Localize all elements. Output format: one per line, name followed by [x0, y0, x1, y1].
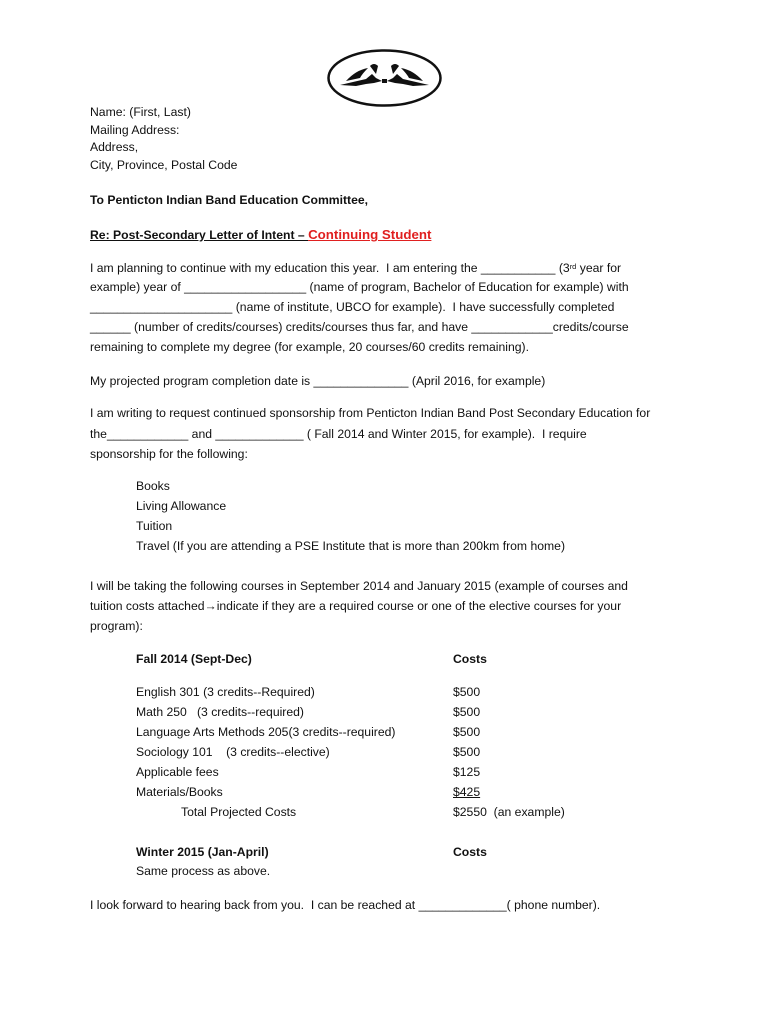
para3-line1: I am writing to request continued sponsorship from Penticton Indian Band Post Secondary Education for [90, 406, 651, 420]
city-line: City, Province, Postal Code [90, 158, 238, 172]
salutation: To Penticton Indian Band Education Committee, [90, 193, 369, 207]
para1-line1b: year for [576, 261, 622, 275]
para1-line1 [90, 260, 621, 277]
subject-line [90, 226, 431, 244]
arrow-icon: → [204, 599, 217, 613]
para1-line1a: I am planning to continue with my education this year. I am entering the ___________ (3 [90, 261, 570, 275]
completion-date-line: My projected program completion date is ______________ (April 2016, for example) [90, 374, 546, 388]
fall-costs-heading: Costs [453, 652, 487, 666]
para1-line2: example) year of __________________ (name of program, Bachelor of Education for example) with [90, 280, 629, 294]
course-item: Applicable fees [136, 765, 219, 779]
winter-costs-heading: Costs [453, 845, 487, 859]
para1-line3: _____________________ (name of institute, UBCO for example). I have successfully completed [90, 300, 615, 314]
para4-line1: I will be taking the following courses in September 2014 and January 2015 (example of courses and [90, 579, 628, 593]
total-label: Total Projected Costs [181, 805, 297, 819]
course-cost: $500 [453, 745, 481, 759]
para4-line3: program): [90, 619, 143, 633]
need-item: Travel (If you are attending a PSE Institute that is more than 200km from home) [136, 539, 566, 553]
course-cost: $500 [453, 685, 481, 699]
para3-line3: sponsorship for the following: [90, 447, 248, 461]
total-value: $2550 (an example) [453, 805, 565, 819]
ordinal-suffix: rd [569, 262, 577, 271]
para4-line2b: indicate if they are a required course or one of the elective courses for your [216, 599, 622, 613]
closing-line: I look forward to hearing back from you. I can be reached at _____________( phone number). [90, 898, 601, 912]
course-item: Sociology 101 (3 credits--elective) [136, 745, 330, 759]
mailing-address-label: Mailing Address: [90, 123, 180, 137]
course-cost: $500 [453, 705, 481, 719]
course-cost: $125 [453, 765, 481, 779]
course-item: Math 250 (3 credits--required) [136, 705, 304, 719]
need-item: Tuition [136, 519, 173, 533]
fall-heading: Fall 2014 (Sept-Dec) [136, 652, 252, 666]
winter-heading: Winter 2015 (Jan-April) [136, 845, 269, 859]
band-logo [326, 48, 443, 108]
need-item: Books [136, 479, 170, 493]
course-item: English 301 (3 credits--Required) [136, 685, 315, 699]
subject-highlight: Continuing Student [308, 227, 432, 242]
para4-line2a: tuition costs attached [90, 599, 205, 613]
course-item: Materials/Books [136, 785, 223, 799]
para3-line2: the____________ and _____________ ( Fall 2014 and Winter 2015, for example). I require [90, 427, 587, 441]
para1-line4: ______ (number of credits/courses) credits/courses thus far, and have ____________credits/course [90, 320, 629, 334]
course-cost: $425 [453, 785, 481, 799]
sender-name: Name: (First, Last) [90, 105, 191, 119]
need-item: Living Allowance [136, 499, 227, 513]
para1-line5: remaining to complete my degree (for example, 20 courses/60 credits remaining). [90, 340, 529, 354]
winter-note: Same process as above. [136, 864, 271, 878]
subject-prefix: Re: Post-Secondary Letter of Intent – [90, 228, 309, 242]
course-cost: $500 [453, 725, 481, 739]
para4-line2 [90, 598, 621, 615]
course-item: Language Arts Methods 205(3 credits--required) [136, 725, 396, 739]
address-line: Address, [90, 140, 139, 154]
